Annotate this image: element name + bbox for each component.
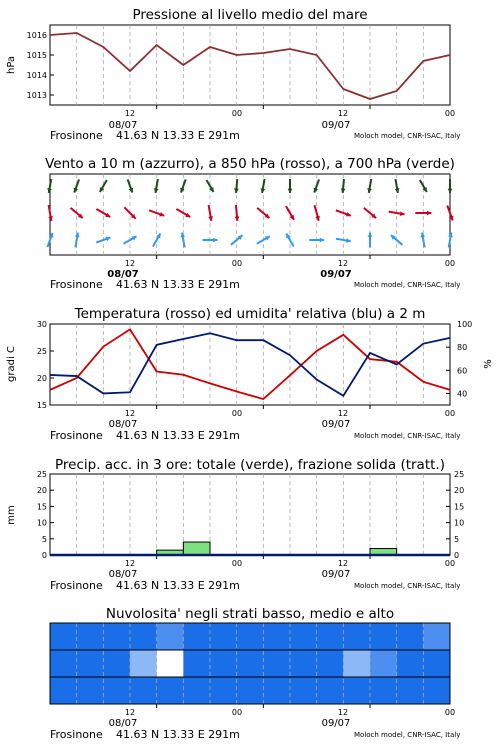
location-coords: 41.63 N 13.33 E 291m <box>116 728 240 741</box>
xtick-00-a: 00 <box>231 109 243 118</box>
cloud-cell <box>237 650 264 677</box>
xtick-00-b: 00 <box>444 559 456 568</box>
xtick-00-a: 00 <box>231 409 243 418</box>
date-label: 08/07 <box>108 718 138 729</box>
cloud-xaxis <box>109 708 456 729</box>
cloud-cell <box>343 650 370 677</box>
ytick-label: 1014 <box>26 71 47 80</box>
cloud-cell <box>103 650 130 677</box>
pressure-panel <box>6 7 460 142</box>
ytick-label: 15 <box>36 502 47 512</box>
ytick-label: 1015 <box>26 51 47 60</box>
date-label: 09/07 <box>321 718 351 729</box>
xtick-12-a: 12 <box>124 409 136 418</box>
cloud-cell <box>183 650 210 677</box>
wind-arrowhead <box>320 238 324 243</box>
cloud-cell <box>317 650 344 677</box>
cloud-cell <box>237 623 264 650</box>
xtick-00-b: 00 <box>444 259 456 268</box>
cloud-cell <box>370 623 397 650</box>
location-name: Frosinone <box>50 429 103 442</box>
date-label: 08/07 <box>107 269 139 280</box>
precip-bars <box>157 542 397 555</box>
wind-arrowhead <box>448 189 453 193</box>
ytick-label: 1016 <box>26 31 47 40</box>
wind-vectors <box>47 179 453 248</box>
cloud-cell <box>237 677 264 704</box>
pressure-grid <box>77 25 424 109</box>
ytick-label: 60 <box>457 366 468 376</box>
cloud-cell <box>157 623 184 650</box>
precip-plot-frame <box>50 474 450 555</box>
location-coords: 41.63 N 13.33 E 291m <box>116 579 240 592</box>
temperature-footer <box>50 429 460 442</box>
location-name: Frosinone <box>50 579 103 592</box>
wind-arrowhead <box>235 216 240 221</box>
temperature-xaxis <box>109 409 456 430</box>
cloud-cell <box>157 650 184 677</box>
cloud-panel <box>50 606 460 741</box>
model-credit: Moloch model, CNR-ISAC, Italy <box>354 132 461 140</box>
location-coords: 41.63 N 13.33 E 291m <box>116 129 240 142</box>
cloud-cell <box>397 650 424 677</box>
cloud-cell <box>77 623 104 650</box>
pressure-ylabel: hPa <box>6 55 17 75</box>
xtick-00-b: 00 <box>444 409 456 418</box>
cloud-cell <box>263 677 290 704</box>
xtick-12-b: 12 <box>337 259 349 268</box>
cloud-cell <box>290 677 317 704</box>
pressure-title: Pressione al livello medio del mare <box>132 7 368 23</box>
cloud-cell <box>397 677 424 704</box>
date-label: 09/07 <box>321 569 351 580</box>
ytick-label: 30 <box>36 320 47 329</box>
cloud-cell <box>210 677 237 704</box>
model-credit: Moloch model, CNR-ISAC, Italy <box>354 281 461 289</box>
date-label: 08/07 <box>108 419 138 430</box>
temperature-title: Temperatura (rosso) ed umidita' relativa (blu) a 2 m <box>74 306 426 322</box>
xtick-00-a: 00 <box>231 559 243 568</box>
pressure-line <box>50 33 450 99</box>
xtick-00-a: 00 <box>231 259 243 268</box>
wind-arrowhead <box>427 211 431 216</box>
ytick-label: 80 <box>457 343 468 353</box>
cloud-cell <box>183 677 210 704</box>
cloud-cell <box>263 650 290 677</box>
cloud-cell <box>290 650 317 677</box>
model-credit: Moloch model, CNR-ISAC, Italy <box>354 582 461 590</box>
precip-bar <box>183 542 210 555</box>
cloud-cell <box>343 623 370 650</box>
wind-arrowhead <box>288 189 293 193</box>
cloud-cell <box>157 677 184 704</box>
location-coords: 41.63 N 13.33 E 291m <box>116 278 240 291</box>
ytick-label: 1013 <box>26 91 47 100</box>
pressure-xaxis <box>109 109 456 131</box>
ytick-label: 25 <box>454 470 465 479</box>
cloud-cell <box>130 650 157 677</box>
ytick-label: 5 <box>41 534 47 544</box>
wind-arrowhead <box>234 188 239 193</box>
precip-title: Precip. acc. in 3 ore: totale (verde), frazione solida (tratt.) <box>55 457 445 473</box>
cloud-cell <box>210 650 237 677</box>
cloud-cell <box>77 677 104 704</box>
cloud-cell <box>370 677 397 704</box>
ytick-label: 25 <box>36 470 47 479</box>
cloud-cell <box>77 650 104 677</box>
cloud-cell <box>103 677 130 704</box>
xtick-12-a: 12 <box>124 109 136 118</box>
xtick-00-a: 00 <box>231 708 243 717</box>
date-label: 09/07 <box>321 419 351 430</box>
cloud-cell <box>183 623 210 650</box>
cloud-cell <box>397 623 424 650</box>
ytick-label: 0 <box>454 551 460 560</box>
cloud-cell <box>423 650 450 677</box>
date-label: 09/07 <box>321 120 351 131</box>
cloud-cells <box>50 623 451 704</box>
model-credit: Moloch model, CNR-ISAC, Italy <box>354 731 461 739</box>
temperature-yticks <box>37 320 54 410</box>
xtick-12-b: 12 <box>337 559 349 568</box>
wind-title: Vento a 10 m (azzurro), a 850 hPa (rosso), a 700 hPa (verde) <box>45 156 455 172</box>
date-label: 09/07 <box>320 269 352 280</box>
cloud-cell <box>317 623 344 650</box>
xtick-12-a: 12 <box>124 559 136 568</box>
wind-arrowhead <box>341 188 346 193</box>
xtick-12-b: 12 <box>337 409 349 418</box>
cloud-cell <box>210 623 237 650</box>
wind-grid <box>77 174 424 259</box>
ytick-label: 25 <box>36 347 47 356</box>
ytick-label: 10 <box>36 518 47 528</box>
ytick-label: 15 <box>454 502 465 512</box>
ytick-label: 20 <box>36 374 47 383</box>
ytick-label: 20 <box>454 486 465 496</box>
precip-footer <box>50 579 460 592</box>
xtick-12-b: 12 <box>337 708 349 717</box>
pressure-series <box>50 33 450 99</box>
cloud-cell <box>290 623 317 650</box>
wind-arrowhead <box>368 233 373 237</box>
humidity-ylabel: % <box>483 359 494 369</box>
temperature-ylabel: gradi C <box>6 346 17 382</box>
cloud-cell <box>50 623 77 650</box>
date-label: 08/07 <box>108 120 138 131</box>
ytick-label: 40 <box>457 389 468 399</box>
cloud-cell <box>263 623 290 650</box>
cloud-cell <box>50 677 77 704</box>
ytick-label: 15 <box>36 401 47 410</box>
wind-panel <box>45 156 460 291</box>
ytick-label: 0 <box>41 551 47 560</box>
cloud-cell <box>343 677 370 704</box>
wind-xaxis <box>107 259 455 280</box>
cloud-cell <box>423 677 450 704</box>
precip-ylabel: mm <box>6 505 17 525</box>
location-name: Frosinone <box>50 728 103 741</box>
model-credit: Moloch model, CNR-ISAC, Italy <box>354 432 461 440</box>
xtick-12-a: 12 <box>124 259 136 268</box>
xtick-00-b: 00 <box>444 708 456 717</box>
ytick-label: 5 <box>454 534 460 544</box>
ytick-label: 20 <box>36 486 47 496</box>
ytick-label: 100 <box>457 320 473 329</box>
wind-plot-frame <box>50 174 450 255</box>
precip-panel <box>6 457 464 592</box>
xtick-12-b: 12 <box>337 109 349 118</box>
ytick-label: 10 <box>454 518 465 528</box>
cloud-cell <box>103 623 130 650</box>
date-label: 08/07 <box>108 569 138 580</box>
location-coords: 41.63 N 13.33 E 291m <box>116 429 240 442</box>
cloud-cell <box>370 650 397 677</box>
xtick-00-b: 00 <box>444 109 456 118</box>
cloud-cell <box>317 677 344 704</box>
precip-xaxis <box>109 559 456 580</box>
wind-arrowhead <box>213 238 217 243</box>
precip-grid <box>77 474 424 559</box>
location-name: Frosinone <box>50 129 103 142</box>
temperature-grid <box>77 324 424 409</box>
precip-yticks <box>37 470 464 560</box>
cloud-cell <box>130 623 157 650</box>
location-name: Frosinone <box>50 278 103 291</box>
cloud-title: Nuvolosita' negli strati basso, medio e alto <box>105 606 395 622</box>
temperature-panel <box>6 306 494 442</box>
cloud-cell <box>50 650 77 677</box>
xtick-12-a: 12 <box>124 708 136 717</box>
cloud-cell <box>130 677 157 704</box>
cloud-footer <box>50 728 460 741</box>
temperature-series <box>50 329 450 399</box>
cloud-cell <box>423 623 450 650</box>
